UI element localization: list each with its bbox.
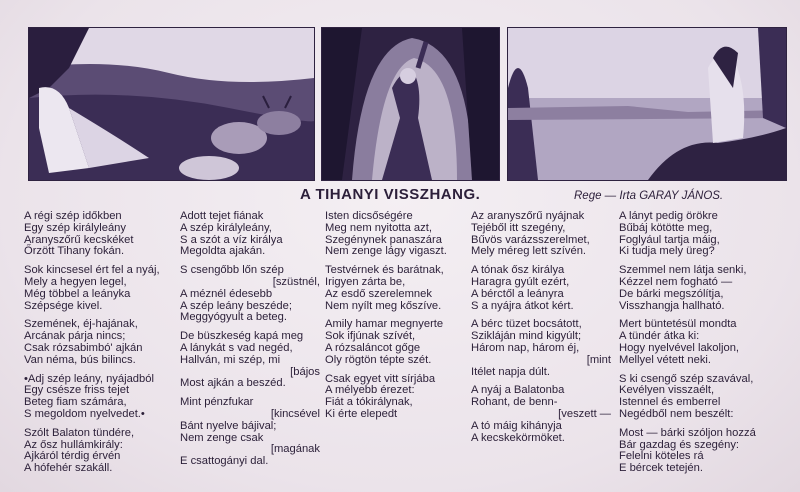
poem-line: Szemmel nem látja senki, — [619, 264, 747, 277]
poem-title: A TIHANYI VISSZHANG. — [300, 186, 481, 203]
poem-line: A bérc tüzet bocsátott, — [471, 318, 582, 331]
poem-line: [szüstnél, — [272, 275, 320, 288]
poem-line: Foglyául tartja máig, — [619, 233, 720, 246]
poem-line: E csattogányi dal. — [180, 455, 269, 468]
stanza — [24, 374, 174, 421]
poem-line: De bárki megszólítja, — [619, 287, 724, 300]
poem-line: De büszkeség kapá meg — [180, 330, 304, 343]
poem-line: Szemének, éj-hajának, — [24, 318, 138, 331]
poem-column-4 — [471, 211, 611, 451]
lake-illustration-icon — [508, 28, 786, 180]
poem-line: A tónak ősz királya — [471, 264, 565, 277]
poem-line: Szépsége kivel. — [24, 299, 103, 312]
poem-line: Bűvös varázsszerelmet, — [471, 233, 590, 246]
poem-line: •Adj szép leány, nyájadból — [24, 372, 154, 385]
poem-line: Itélet napja dúlt. — [471, 365, 550, 378]
poem-line: Amily hamar megnyerte — [325, 318, 444, 331]
poem-line: Isten dicsőségére — [325, 210, 413, 222]
poem-line: Negédből nem beszélt: — [619, 407, 734, 420]
poem-line: S megoldom nyelvedet.• — [24, 407, 145, 420]
poem-line: A bérctől a leányra — [471, 287, 564, 300]
poem-line: E bércek tetején. — [619, 462, 703, 475]
poem-column-3 — [325, 211, 465, 428]
stanza — [24, 428, 174, 475]
poem-line: A tündér átka ki: — [619, 330, 700, 343]
poem-line: Meggyógyult a beteg. — [180, 311, 287, 324]
stanza — [24, 211, 174, 258]
poem-line: Visszhangja hallható. — [619, 299, 725, 312]
illustration-right-lake — [507, 27, 787, 181]
poem-line: Az esdő szerelemnek — [325, 287, 432, 300]
stanza — [325, 211, 465, 258]
poem-line: [kincsével — [270, 407, 320, 420]
poem-line: A tó máig kihányja — [471, 419, 562, 432]
poem-line: A hófehér szakáll. — [24, 462, 113, 475]
poem-line: Bánt nyelve bájival; — [180, 419, 277, 432]
poem-line: A méznél édesebb — [180, 287, 273, 300]
poem-line: A rózsaláncot gőge — [325, 341, 421, 354]
poem-line: Testvérnek és barátnak, — [325, 264, 444, 277]
poem-line: Bűbáj kötötte meg, — [619, 221, 713, 234]
stanza — [24, 319, 174, 366]
illustration-middle-cave — [321, 27, 500, 181]
poem-line: Rohant, de benn- — [471, 396, 558, 409]
stanza — [24, 265, 174, 312]
cave-illustration-icon — [322, 28, 499, 180]
poem-line: Még többel a leányka — [24, 287, 131, 300]
illustration-left-goats — [28, 27, 315, 181]
poem-line: Sok ifjúnak szívét, — [325, 330, 416, 343]
poem-line: Most — bárki szóljon hozzá — [619, 426, 756, 439]
poem-line: Őrzött Tihany fokán. — [24, 245, 125, 258]
poem-line: Mert büntetésül mondta — [619, 318, 737, 331]
poem-line: Meg nem nyitotta azt, — [325, 221, 432, 234]
poem-line: Három nap, három éj, — [471, 341, 580, 354]
poem-line: Csak egyet vitt sírjába — [325, 372, 436, 385]
poem-line: Beteg fiam számára, — [24, 396, 127, 409]
poem-column-5 — [619, 211, 779, 482]
poem-line: Arcának párja nincs; — [24, 330, 126, 343]
poem-line: Ajkáról térdig érvén — [24, 450, 121, 463]
poem-line: [veszett — — [558, 407, 611, 420]
poem-line: Mint pénzfukar — [180, 396, 254, 409]
poem-line: Kézzel nem fogható — — [619, 275, 733, 288]
stanza — [180, 397, 320, 468]
poem-line: Megoldta ajakán. — [180, 245, 266, 258]
poem-line: Nem zenge csak — [180, 431, 264, 444]
stanza — [325, 265, 465, 312]
poem-line: Csak rózsabimbó' ajkán — [24, 341, 143, 354]
poem-line: Aranyszőrű kecskéket — [24, 233, 134, 246]
poem-line: [magának — [270, 443, 320, 456]
poem-line: Az aranyszőrű nyájnak — [471, 210, 585, 222]
poem-line: Ki érte elepedt — [325, 407, 398, 420]
poem-line: Szegénynek panaszára — [325, 233, 442, 246]
poem-line: Oly rögtön tépte szét. — [325, 353, 432, 366]
stanza — [471, 385, 611, 444]
stanza — [325, 374, 465, 421]
poem-line: A szép leány beszéde; — [180, 299, 292, 312]
stanza — [619, 265, 779, 312]
poem-line: S csengőbb lőn szép — [180, 264, 284, 277]
poem-line: Fiát a tókirálynak, — [325, 396, 413, 409]
stanza — [471, 211, 611, 258]
poem-line: Mely a hegyen legel, — [24, 275, 127, 288]
poem-line: Hallván, mi szép, mi — [180, 353, 281, 366]
poem-line: S a nyájra átkot kért. — [471, 299, 574, 312]
poem-line: Felelni köteles rá — [619, 450, 704, 463]
poem-line: Nem nyílt meg kőszíve. — [325, 299, 442, 312]
stanza — [471, 319, 611, 378]
poem-line: Haragra gyúlt ezért, — [471, 275, 570, 288]
stanza — [180, 211, 320, 258]
poem-line: Szólt Balaton tündére, — [24, 426, 135, 439]
stanza — [619, 428, 779, 475]
stanza — [180, 331, 320, 390]
stanza — [619, 211, 779, 258]
poem-line: Van néma, bús bilincs. — [24, 353, 136, 366]
poem-line: Sok kincsesel ért fel a nyáj, — [24, 264, 160, 277]
poem-line: A nyáj a Balatonba — [471, 384, 565, 397]
poem-column-2 — [180, 211, 320, 475]
poem-line: Adott tejet fiának — [180, 210, 264, 222]
poem-line: [bájos — [290, 365, 320, 378]
poem-line: Kevélyen visszaélt, — [619, 384, 715, 397]
poem-line: Nem zenge lágy vigaszt. — [325, 245, 447, 258]
poem-line: Istennel és emberrel — [619, 396, 721, 409]
poem-line: Ki tudja mely üreg? — [619, 245, 715, 258]
poem-line: Szikláján mind kigyúlt; — [471, 330, 582, 343]
poem-line: A lányt pedig örökre — [619, 210, 718, 222]
stanza — [180, 265, 320, 324]
poem-line: A mélyebb érezet: — [325, 384, 415, 397]
poem-line: Egy csésze friss tejet — [24, 384, 130, 397]
poem-author: Rege — Irta GARAY JÁNOS. — [574, 190, 724, 202]
poem-line: S a szót a víz királya — [180, 233, 283, 246]
poem-line: [mint — [586, 353, 611, 366]
poem-line: A szép királyleány, — [180, 221, 272, 234]
poem-line: A régi szép időkben — [24, 210, 122, 222]
poem-line: Tejéből itt szegény, — [471, 221, 566, 234]
poem-line: Most ajkán a beszéd. — [180, 377, 286, 390]
stanza — [619, 374, 779, 421]
poem-line: Hogy nyelvével lakoljon, — [619, 341, 740, 354]
poem-line: Egy szép királyleány — [24, 221, 126, 234]
poem-column-1 — [24, 211, 174, 482]
poem-line: Mely méreg lett szívén. — [471, 245, 587, 258]
poem-line: Az ősz hullámkirály: — [24, 438, 123, 451]
poem-line: Irigyen zárta be, — [325, 275, 406, 288]
poem-line: S ki csengő szép szavával, — [619, 372, 754, 385]
poem-line: Mellyel vétett neki. — [619, 353, 712, 366]
goats-illustration-icon — [29, 28, 314, 180]
poem-line: A lánykát s vad negéd, — [180, 341, 293, 354]
poem-line: A kecskekörmöket. — [471, 431, 565, 444]
stanza — [325, 319, 465, 366]
poem-line: Bár gazdag és szegény: — [619, 438, 740, 451]
stanza — [619, 319, 779, 366]
stanza — [471, 265, 611, 312]
